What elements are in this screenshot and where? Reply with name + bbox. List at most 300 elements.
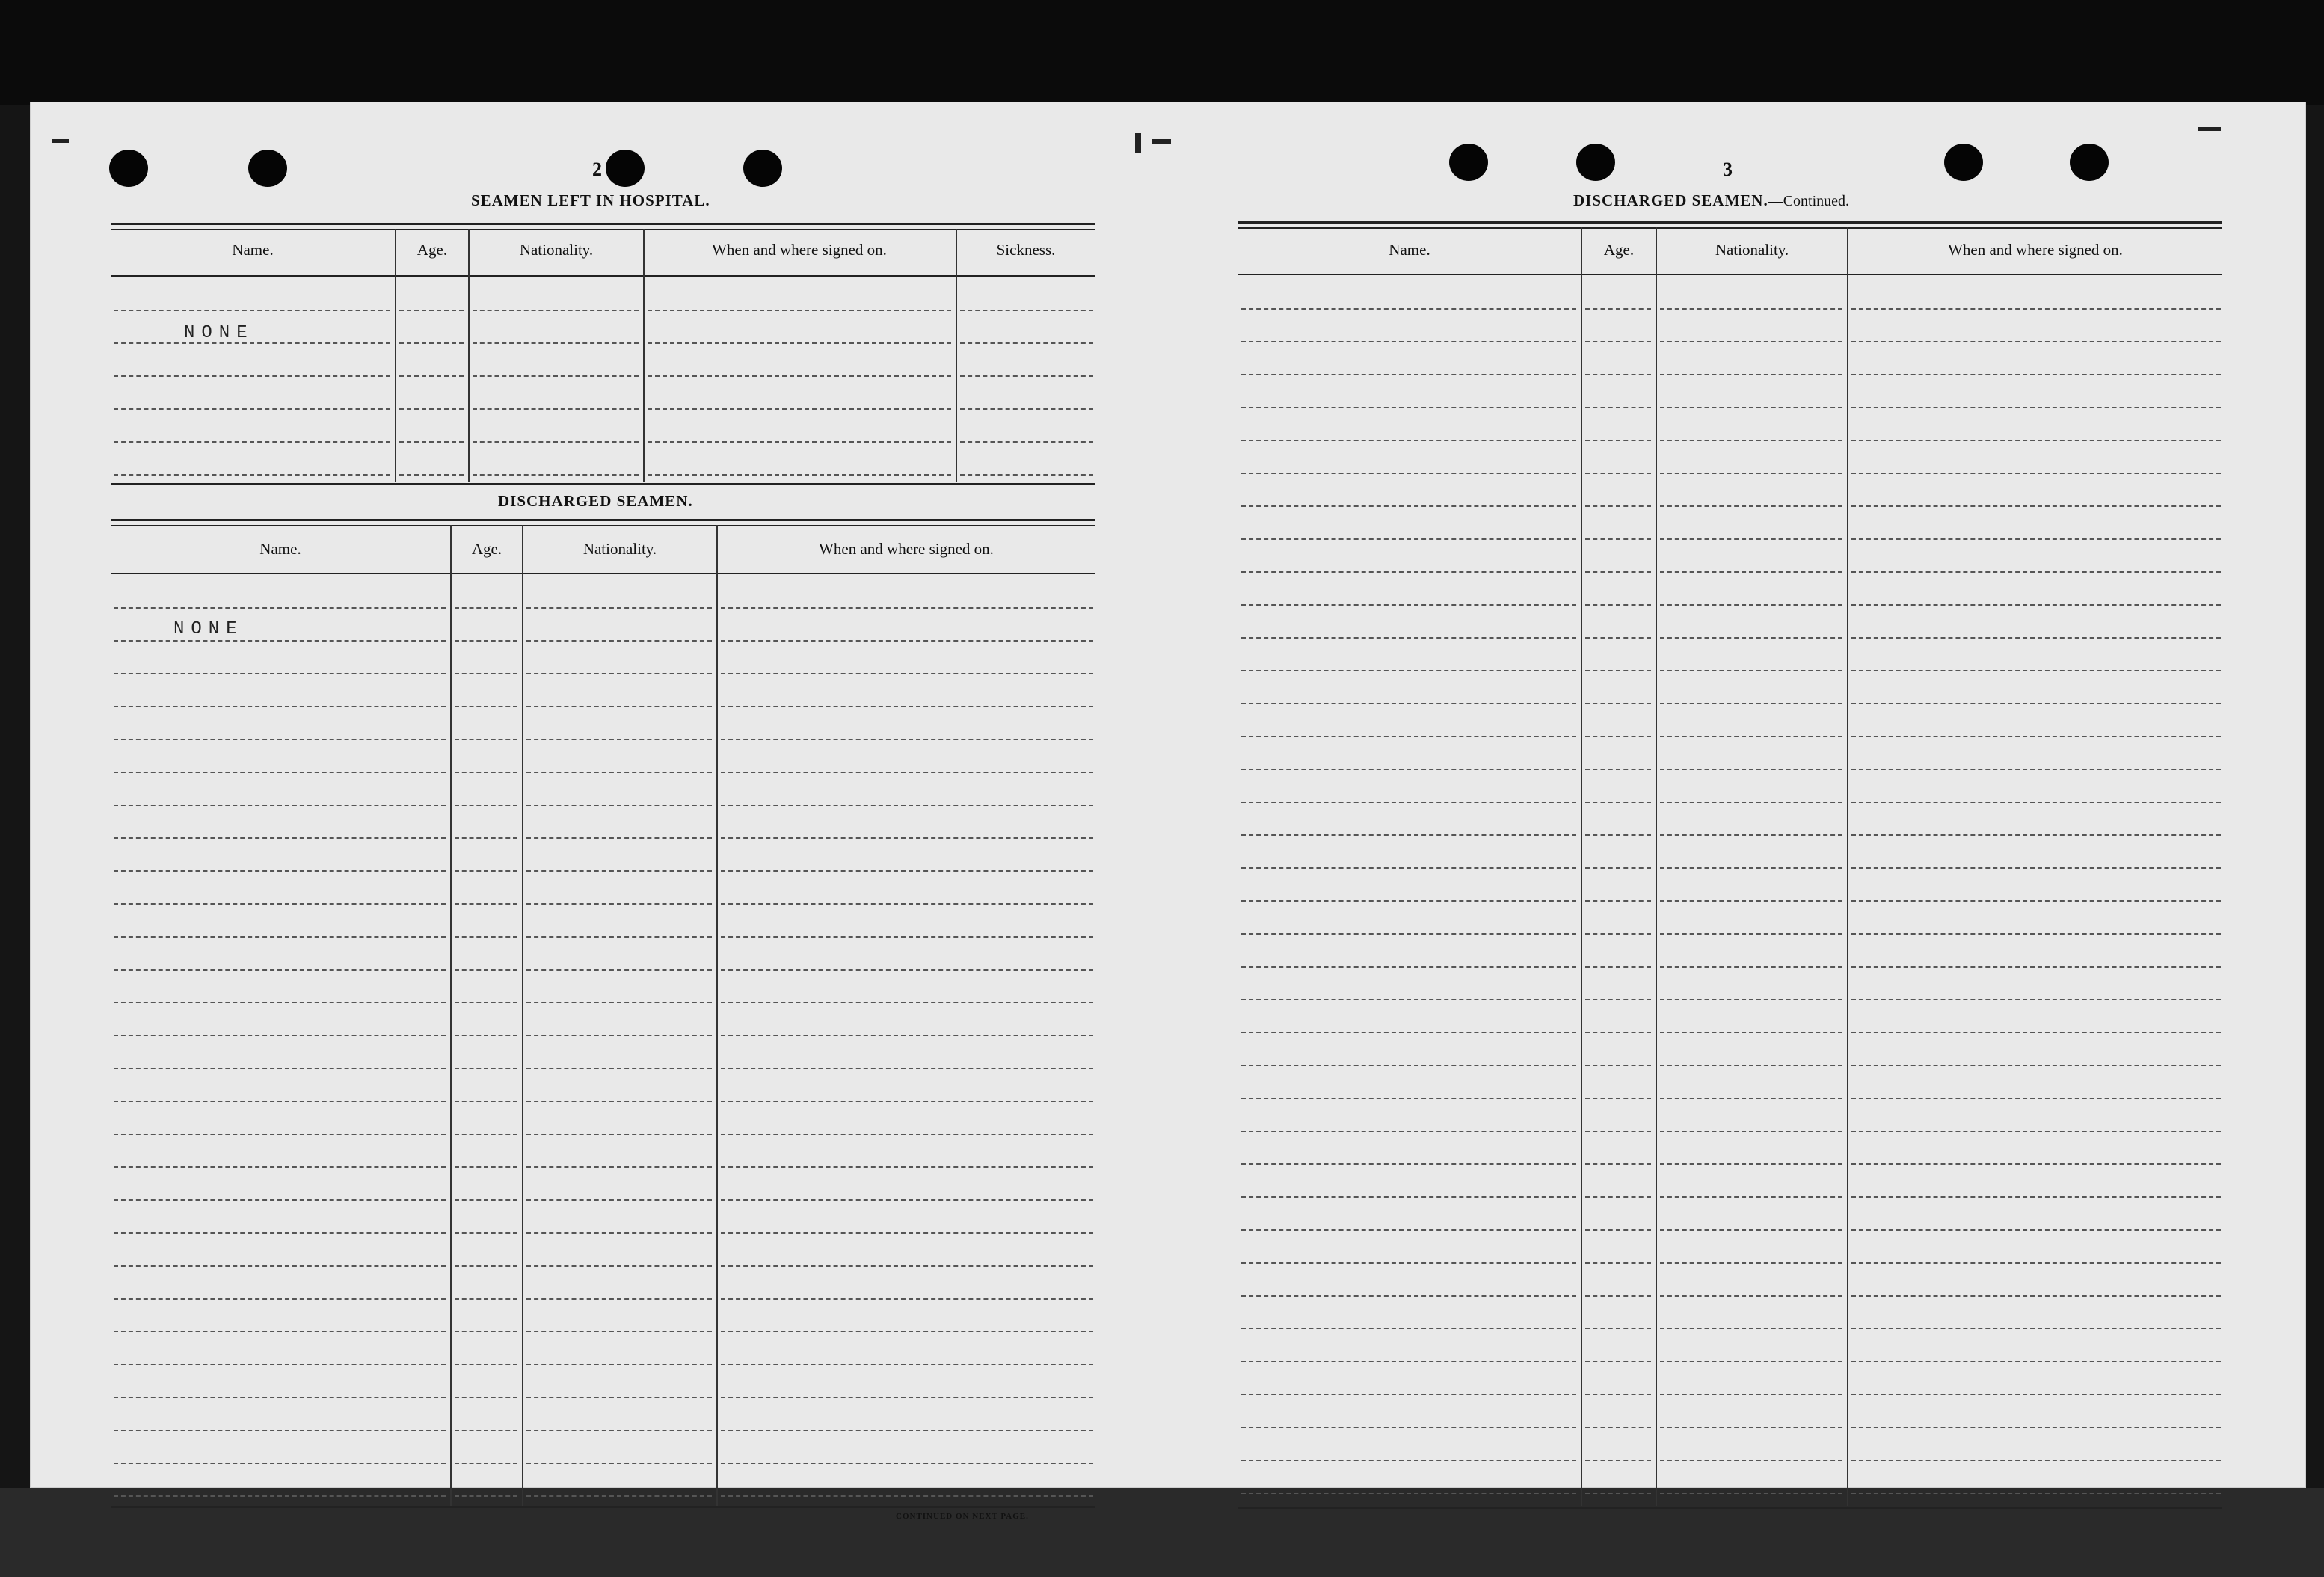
ruled-line (1241, 867, 1576, 869)
ruled-line (1851, 473, 2221, 474)
ruled-line (455, 1430, 517, 1431)
ruled-line (114, 1035, 446, 1036)
ruled-line (399, 441, 464, 443)
ruled-line (455, 1265, 517, 1267)
discharged-continued-title (1573, 191, 1849, 210)
ruled-line (721, 1298, 1093, 1300)
ruled-line (1851, 769, 2221, 770)
ruled-line (1851, 604, 2221, 606)
ruled-line (526, 1068, 712, 1069)
ruled-line (1660, 933, 1842, 935)
ruled-line (114, 772, 446, 773)
ruled-line (721, 903, 1093, 905)
ruled-line (1851, 1098, 2221, 1099)
ruled-line (1851, 1131, 2221, 1132)
ruled-line (399, 375, 464, 377)
ruled-line (1660, 703, 1842, 704)
ruled-line (1660, 538, 1842, 540)
ruled-line (114, 408, 390, 410)
ruled-line (1585, 1361, 1651, 1362)
continued-note: CONTINUED ON NEXT PAGE. (896, 1512, 1029, 1521)
ruled-line (1660, 966, 1842, 968)
ruled-line (1241, 670, 1576, 671)
ruled-line (526, 706, 712, 707)
ruled-line (526, 1463, 712, 1464)
ruled-line (721, 1232, 1093, 1234)
ruled-line (1660, 999, 1842, 1000)
table-rule (1238, 227, 2222, 229)
ruled-line (1660, 440, 1842, 441)
ruled-line (1241, 1229, 1576, 1231)
ruled-line (1241, 374, 1576, 375)
ruled-line (1585, 571, 1651, 573)
ruled-line (1851, 1460, 2221, 1461)
ruled-line (455, 1397, 517, 1398)
column-divider (1656, 227, 1657, 1506)
ruled-line (1851, 1262, 2221, 1264)
ruled-line (1660, 308, 1842, 310)
ruled-line (1241, 505, 1576, 507)
ruled-line (455, 903, 517, 905)
ruled-line (526, 1199, 712, 1201)
ruled-line (1660, 867, 1842, 869)
ruled-line (1241, 1032, 1576, 1033)
ruled-line (1851, 1328, 2221, 1329)
ruled-line (1851, 440, 2221, 441)
ruled-line (1241, 1262, 1576, 1264)
ruled-line (1241, 1131, 1576, 1132)
ruled-line (455, 837, 517, 839)
ruled-line (960, 474, 1093, 476)
ruled-line (1660, 1493, 1842, 1494)
ruled-line (721, 1166, 1093, 1168)
ruled-line (114, 969, 446, 971)
ruled-line (1851, 1427, 2221, 1428)
ruled-line (1851, 900, 2221, 902)
ruled-line (114, 706, 446, 707)
ruled-line (648, 342, 951, 344)
ruled-line (526, 1035, 712, 1036)
ruled-line (526, 1101, 712, 1102)
ruled-line (1585, 637, 1651, 639)
ruled-line (1585, 407, 1651, 408)
ruled-line (648, 474, 951, 476)
ruled-line (1585, 505, 1651, 507)
scanner-background-top (0, 0, 2324, 105)
ruled-line (526, 1364, 712, 1365)
ruled-line (721, 1364, 1093, 1365)
ruled-line (721, 1199, 1093, 1201)
ruled-line (114, 1397, 446, 1398)
ruled-line (1851, 341, 2221, 342)
column-header-signed-on: When and where signed on. (712, 241, 887, 259)
ruled-line (114, 1430, 446, 1431)
ruled-line (648, 441, 951, 443)
ruled-line (114, 1364, 446, 1365)
ruled-line (721, 1495, 1093, 1497)
ruled-line (1660, 637, 1842, 639)
ruled-line (1851, 933, 2221, 935)
ruled-line (455, 1134, 517, 1135)
ruled-line (1585, 966, 1651, 968)
ruled-line (1585, 769, 1651, 770)
ruled-line (1585, 802, 1651, 803)
ruled-line (1585, 440, 1651, 441)
ruled-line (526, 739, 712, 740)
ruled-line (1851, 637, 2221, 639)
ruled-line (526, 1002, 712, 1003)
ruled-line (455, 1002, 517, 1003)
ruled-line (1851, 1163, 2221, 1165)
ruled-line (1241, 538, 1576, 540)
ruled-line (114, 1232, 446, 1234)
ruled-line (114, 1265, 446, 1267)
column-header-age: Age. (1603, 241, 1635, 259)
ruled-line (399, 342, 464, 344)
ruled-line (721, 739, 1093, 740)
column-header-name: Name. (1389, 241, 1430, 259)
ruled-line (960, 342, 1093, 344)
ruled-line (473, 408, 639, 410)
ruled-line (1585, 1163, 1651, 1165)
ruled-line (721, 607, 1093, 609)
ruled-line (1585, 1493, 1651, 1494)
ruled-line (1585, 1229, 1651, 1231)
ruled-line (1241, 834, 1576, 836)
ruled-line (455, 1035, 517, 1036)
binder-hole (109, 150, 148, 187)
ruled-line (1851, 407, 2221, 408)
ruled-line (648, 310, 951, 311)
ruled-line (399, 310, 464, 311)
ruled-line (721, 1068, 1093, 1069)
ruled-line (526, 607, 712, 609)
ruled-line (1585, 1427, 1651, 1428)
ruled-line (455, 1199, 517, 1201)
ruled-line (721, 673, 1093, 674)
ruled-line (721, 805, 1093, 806)
column-header-nationality: Nationality. (519, 241, 594, 259)
ruled-line (455, 1495, 517, 1497)
ruled-line (1585, 308, 1651, 310)
ruled-line (526, 1298, 712, 1300)
ruled-line (455, 969, 517, 971)
ruled-line (455, 1232, 517, 1234)
ruled-line (114, 739, 446, 740)
ruled-line (1585, 473, 1651, 474)
ruled-line (114, 870, 446, 872)
ruled-line (721, 1134, 1093, 1135)
scan-speck (1152, 139, 1171, 144)
ruled-line (473, 310, 639, 311)
ruled-line (1660, 1163, 1842, 1165)
ruled-line (1660, 1427, 1842, 1428)
ruled-line (473, 342, 639, 344)
ruled-line (721, 936, 1093, 938)
ruled-line (455, 1101, 517, 1102)
ruled-line (1241, 900, 1576, 902)
ruled-line (1585, 1032, 1651, 1033)
ruled-line (526, 1331, 712, 1332)
ruled-line (1660, 1098, 1842, 1099)
ruled-line (1585, 604, 1651, 606)
ruled-line (1660, 834, 1842, 836)
ruled-line (1585, 670, 1651, 671)
ruled-line (114, 903, 446, 905)
binder-hole (743, 150, 782, 187)
ruled-line (960, 310, 1093, 311)
ruled-line (1660, 473, 1842, 474)
ruled-line (1851, 1032, 2221, 1033)
ruled-line (1660, 1032, 1842, 1033)
scan-speck (2198, 127, 2221, 131)
ruled-line (1851, 999, 2221, 1000)
ruled-line (1851, 1065, 2221, 1066)
ruled-line (721, 1101, 1093, 1102)
ruled-line (1585, 1098, 1651, 1099)
ruled-line (721, 837, 1093, 839)
ruled-line (1241, 407, 1576, 408)
ruled-line (114, 1331, 446, 1332)
ruled-line (1660, 802, 1842, 803)
scanner-background-bottom (0, 1488, 2324, 1577)
title-suffix: —Continued. (1768, 193, 1850, 209)
ruled-line (399, 408, 464, 410)
table-rule (111, 483, 1095, 485)
ruled-line (114, 1101, 446, 1102)
ruled-line (1585, 1262, 1651, 1264)
column-header-age: Age. (416, 241, 448, 259)
ruled-line (455, 772, 517, 773)
ruled-line (1660, 1262, 1842, 1264)
ruled-line (1585, 999, 1651, 1000)
ruled-line (1585, 374, 1651, 375)
ruled-line (1585, 1394, 1651, 1395)
ruled-line (1585, 1460, 1651, 1461)
ruled-line (455, 870, 517, 872)
ruled-line (1241, 802, 1576, 803)
ruled-line (721, 1002, 1093, 1003)
table-rule (111, 1506, 1095, 1508)
ruled-line (1660, 1131, 1842, 1132)
hospital-entry-none: NONE (184, 323, 254, 343)
ruled-line (526, 969, 712, 971)
ruled-line (1660, 1065, 1842, 1066)
ruled-line (1241, 341, 1576, 342)
ruled-line (1241, 1460, 1576, 1461)
document-sheet (30, 102, 2306, 1521)
binder-hole (248, 150, 287, 187)
ruled-line (1241, 637, 1576, 639)
page-number-right: 3 (1723, 159, 1733, 180)
page-number-left: 2 (592, 159, 602, 180)
ruled-line (473, 375, 639, 377)
ruled-line (1660, 1295, 1842, 1297)
ruled-line (1241, 1196, 1576, 1198)
ruled-line (1241, 1065, 1576, 1066)
column-divider (956, 229, 957, 482)
ruled-line (1660, 1196, 1842, 1198)
column-divider (450, 525, 452, 1506)
ruled-line (455, 805, 517, 806)
ruled-line (1660, 769, 1842, 770)
ruled-line (1851, 670, 2221, 671)
ruled-line (1585, 900, 1651, 902)
ruled-line (399, 474, 464, 476)
column-divider (1581, 227, 1582, 1506)
ruled-line (960, 375, 1093, 377)
ruled-line (1585, 1328, 1651, 1329)
ruled-line (1241, 308, 1576, 310)
ruled-line (114, 805, 446, 806)
ruled-line (1851, 703, 2221, 704)
ruled-line (526, 805, 712, 806)
ruled-line (114, 375, 390, 377)
binder-hole (606, 150, 645, 187)
ruled-line (1660, 1328, 1842, 1329)
ruled-line (721, 772, 1093, 773)
ruled-line (455, 1068, 517, 1069)
column-header-sickness: Sickness. (996, 241, 1056, 259)
ruled-line (114, 673, 446, 674)
ruled-line (114, 441, 390, 443)
ruled-line (1660, 736, 1842, 737)
column-header-signed-on: When and where signed on. (1948, 241, 2123, 259)
ruled-line (1851, 834, 2221, 836)
ruled-line (721, 1463, 1093, 1464)
ruled-line (1585, 341, 1651, 342)
ruled-line (114, 607, 446, 609)
ruled-line (1241, 1394, 1576, 1395)
ruled-line (1241, 1493, 1576, 1494)
ruled-line (526, 1232, 712, 1234)
ruled-line (648, 375, 951, 377)
ruled-line (1660, 571, 1842, 573)
ruled-line (114, 1463, 446, 1464)
ruled-line (1660, 900, 1842, 902)
ruled-line (455, 706, 517, 707)
ruled-line (1585, 703, 1651, 704)
ruled-line (721, 1430, 1093, 1431)
ruled-line (1241, 769, 1576, 770)
ruled-line (1585, 736, 1651, 737)
ruled-line (1585, 538, 1651, 540)
ruled-line (1585, 933, 1651, 935)
ruled-line (1851, 802, 2221, 803)
ruled-line (526, 673, 712, 674)
ruled-line (721, 1331, 1093, 1332)
ruled-line (1660, 1460, 1842, 1461)
ruled-line (114, 837, 446, 839)
ruled-line (1660, 341, 1842, 342)
ruled-line (1241, 604, 1576, 606)
ruled-line (721, 969, 1093, 971)
column-header-nationality: Nationality. (582, 540, 657, 558)
ruled-line (1851, 1196, 2221, 1198)
ruled-line (114, 310, 390, 311)
ruled-line (1241, 440, 1576, 441)
table-rule (111, 275, 1095, 277)
column-divider (395, 229, 396, 482)
column-header-age: Age. (471, 540, 502, 558)
table-rule (1238, 1507, 2222, 1509)
binder-hole (1449, 144, 1488, 181)
ruled-line (526, 1495, 712, 1497)
column-header-name: Name. (232, 241, 274, 259)
ruled-line (1241, 1361, 1576, 1362)
ruled-line (1660, 505, 1842, 507)
ruled-line (526, 1397, 712, 1398)
ruled-line (1241, 1163, 1576, 1165)
ruled-line (1851, 966, 2221, 968)
table-rule (111, 525, 1095, 526)
scan-speck (52, 139, 69, 143)
ruled-line (455, 1166, 517, 1168)
ruled-line (526, 903, 712, 905)
ruled-line (1851, 1295, 2221, 1297)
ruled-line (455, 739, 517, 740)
column-divider (522, 525, 523, 1506)
ruled-line (1241, 1427, 1576, 1428)
ruled-line (1585, 834, 1651, 836)
ruled-line (114, 640, 446, 642)
ruled-line (114, 1166, 446, 1168)
column-header-name: Name. (259, 540, 301, 558)
table-rule (111, 229, 1095, 230)
column-divider (1847, 227, 1848, 1506)
ruled-line (1660, 407, 1842, 408)
title-text: DISCHARGED SEAMEN. (1573, 191, 1768, 209)
ruled-line (473, 474, 639, 476)
ruled-line (455, 1364, 517, 1365)
ruled-line (526, 772, 712, 773)
ruled-line (526, 1134, 712, 1135)
column-header-nationality: Nationality. (1715, 241, 1789, 259)
ruled-line (1660, 374, 1842, 375)
ruled-line (1851, 1394, 2221, 1395)
table-rule (111, 519, 1095, 521)
ruled-line (114, 1495, 446, 1497)
ruled-line (1241, 1328, 1576, 1329)
ruled-line (1851, 867, 2221, 869)
ruled-line (1851, 1493, 2221, 1494)
ruled-line (526, 1430, 712, 1431)
ruled-line (1660, 604, 1842, 606)
ruled-line (1660, 1361, 1842, 1362)
discharged-entry-none: NONE (173, 619, 244, 639)
ruled-line (526, 640, 712, 642)
binder-hole (2070, 144, 2109, 181)
table-rule (111, 573, 1095, 574)
ruled-line (721, 870, 1093, 872)
ruled-line (721, 1265, 1093, 1267)
ruled-line (1851, 1229, 2221, 1231)
ruled-line (1851, 1361, 2221, 1362)
ruled-line (114, 1002, 446, 1003)
ruled-line (114, 1199, 446, 1201)
ruled-line (1660, 1394, 1842, 1395)
ruled-line (721, 1397, 1093, 1398)
ruled-line (721, 1035, 1093, 1036)
ruled-line (114, 1068, 446, 1069)
ruled-line (960, 441, 1093, 443)
ruled-line (1585, 1196, 1651, 1198)
scan-speck (1135, 133, 1141, 153)
column-divider (468, 229, 470, 482)
ruled-line (114, 474, 390, 476)
ruled-line (526, 1166, 712, 1168)
ruled-line (455, 640, 517, 642)
